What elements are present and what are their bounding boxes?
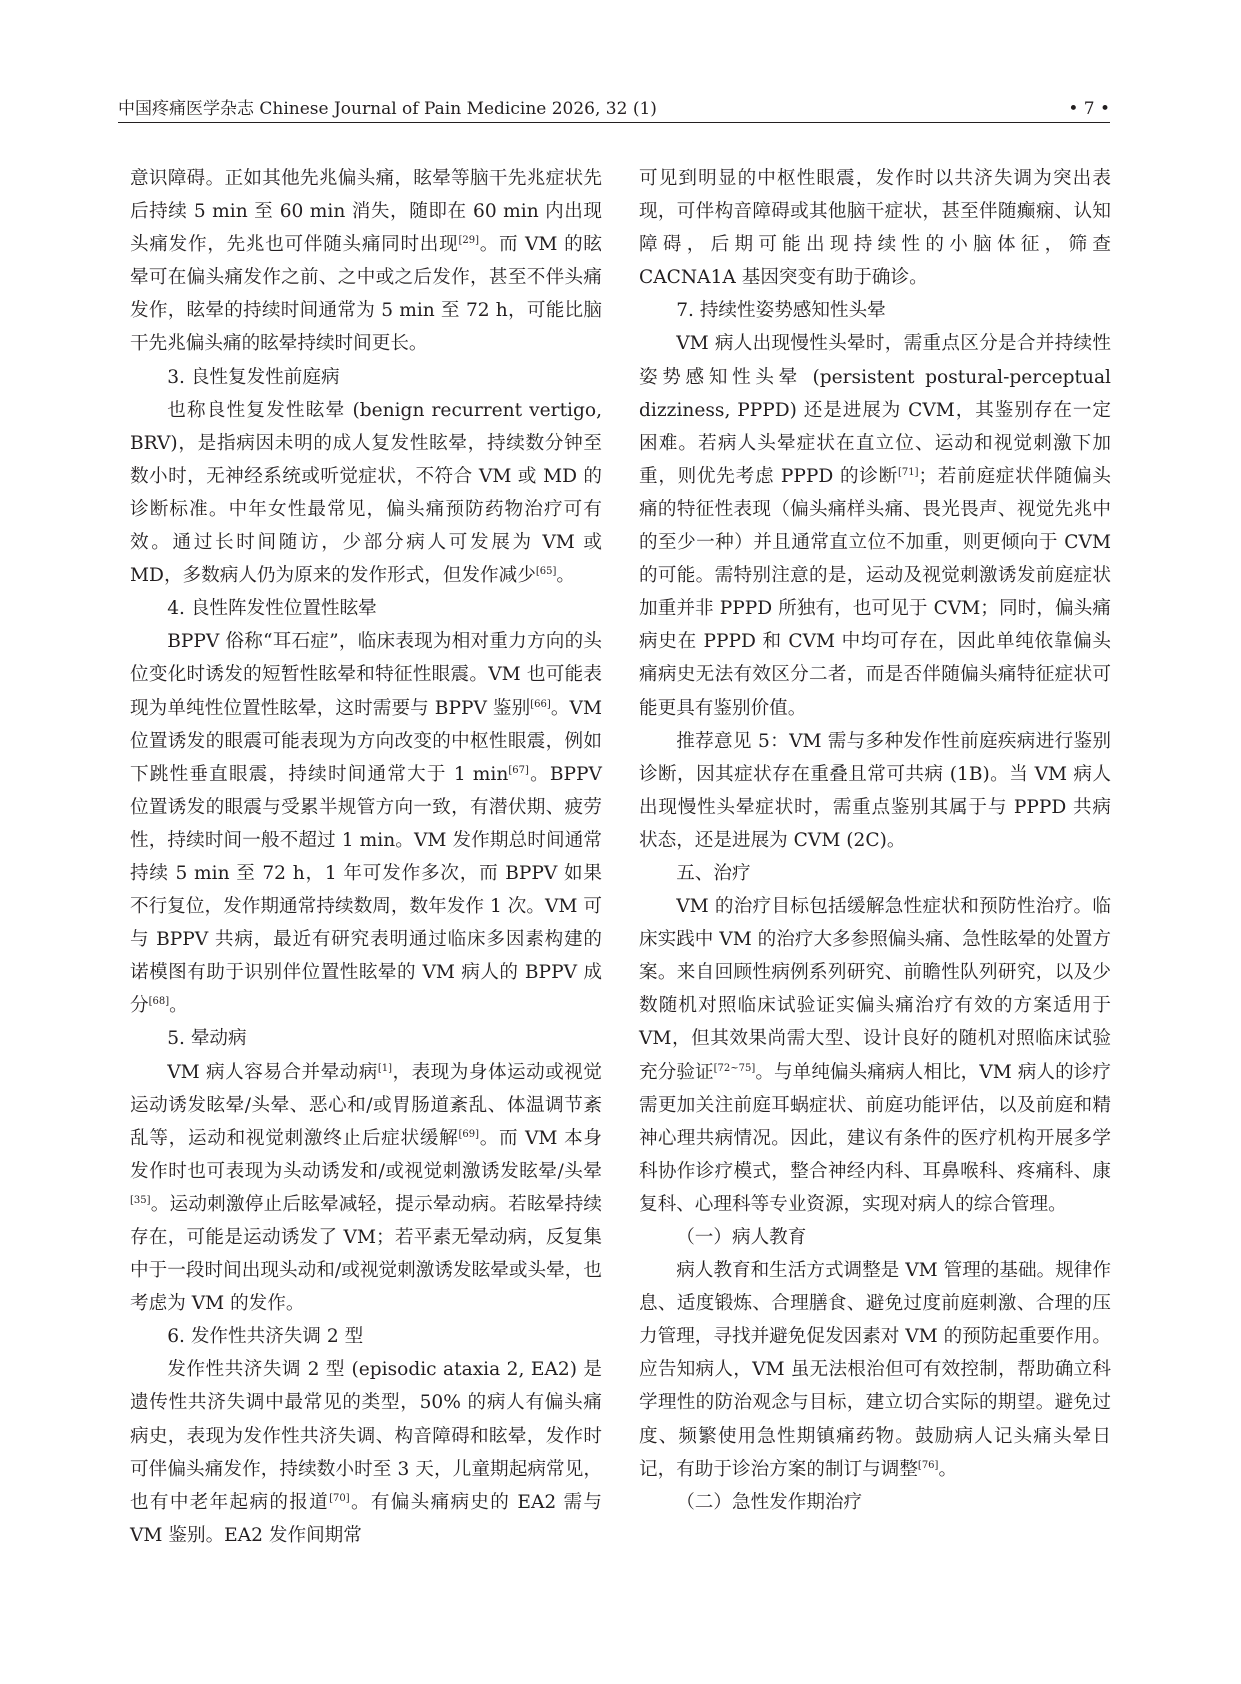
citation[interactable]: [66]	[530, 698, 551, 710]
section-heading-brv: 3. 良性复发性前庭病	[167, 366, 340, 388]
recommendation-paragraph: 推荐意见 5：VM 需与多种发作性前庭疾病进行鉴别诊断，因其症状存在重叠且常可共病 (1B)。当 VM 病人出现慢性头晕症状时，需重点鉴别其属于与 PPPD 共病状态，还是进展为 CVM (2C)。	[639, 730, 1111, 851]
paragraph: 发作性共济失调 2 型 (episodic ataxia 2, EA2) 是遗传性共济失调中最常见的类型，50% 的病人有偏头痛病史，表现为发作性共济失调、构音障碍和眩晕，发作时可伴偏头痛发作，持续数小时至 3 天，儿童期起病常见，也有中老年起病的报道[70]。有偏头痛病史的 EA2 需与 VM 鉴别。EA2 发作间期常	[130, 1359, 602, 1546]
citation[interactable]: [71]	[897, 466, 919, 478]
citation[interactable]: [1]	[377, 1062, 393, 1074]
running-header	[118, 98, 1110, 123]
section-heading-motion-sickness: 5. 晕动病	[167, 1028, 247, 1050]
citation[interactable]: [35]	[130, 1194, 151, 1206]
section-heading-acute-treatment: （二）急性发作期治疗	[676, 1491, 863, 1513]
paragraph: VM 的治疗目标包括缓解急性症状和预防性治疗。临床实践中 VM 的治疗大多参照偏头痛、急性眩晕的处置方案。来自回顾性病例系列研究、前瞻性队列研究，以及少数随机对照临床试验证实偏头痛治疗有效的方案适用于 VM，但其效果尚需大型、设计良好的随机对照临床试验充分验证[72~75]。与单纯偏头痛病人相比，VM 病人的诊疗需更加关注前庭耳蜗症状、前庭功能评估，以及前庭和精神心理共病情况。因此，建议有条件的医疗机构开展多学科协作诊疗模式，整合神经内科、耳鼻喉科、疼痛科、康复科、心理科等专业资源，实现对病人的综合管理。	[639, 896, 1111, 1215]
citation[interactable]: [72~75]	[713, 1062, 756, 1074]
right-column	[639, 162, 1111, 1519]
citation[interactable]: [76]	[917, 1459, 939, 1471]
page-number: • 7 •	[1068, 99, 1110, 119]
citation[interactable]: [65]	[535, 566, 557, 578]
left-column	[130, 162, 602, 1552]
section-heading-bppv: 4. 良性阵发性位置性眩晕	[167, 598, 377, 620]
citation[interactable]: [68]	[148, 996, 170, 1008]
section-heading-treatment: 五、治疗	[676, 862, 751, 884]
paragraph: BPPV 俗称“耳石症”，临床表现为相对重力方向的头位变化时诱发的短暂性眩晕和特征性眼震。VM 也可能表现为单纯性位置性眩晕，这时需要与 BPPV 鉴别[66]。VM 位置诱发的眼震可能表现为方向改变的中枢性眼震，例如下跳性垂直眼震，持续时间通常大于 1 min[67]。BPPV 位置诱发的眼震与受累半规管方向一致，有潜伏期、疲劳性，持续时间一般不超过 1 min。VM 发作期总时间通常持续 5 min 至 72 h，1 年可发作多次，而 BPPV 如果不行复位，发作期通常持续数周，数年发作 1 次。VM 可与 BPPV 共病，最近有研究表明通过临床多因素构建的诺模图有助于识别伴位置性眩晕的 VM 病人的 BPPV 成分[68]。	[130, 631, 603, 1017]
paragraph: 可见到明显的中枢性眼震，发作时以共济失调为突出表现，可伴构音障碍或其他脑干症状，甚至伴随癫痫、认知障碍，后期可能出现持续性的小脑体征，筛查 CACNA1A 基因突变有助于确诊。	[639, 168, 1111, 289]
section-heading-pppd: 7. 持续性姿势感知性头晕	[676, 300, 886, 322]
paragraph: 意识障碍。正如其他先兆偏头痛，眩晕等脑干先兆症状先后持续 5 min 至 60 min 消失，随即在 60 min 内出现头痛发作，先兆也可伴随头痛同时出现[29]。而 VM 的眩晕可在偏头痛发作之前、之中或之后发作，甚至不伴头痛发作，眩晕的持续时间通常为 5 min 至 72 h，可能比脑干先兆偏头痛的眩晕持续时间更长。	[130, 168, 602, 355]
citation[interactable]: [69]	[458, 1128, 479, 1140]
paragraph: VM 病人出现慢性头晕时，需重点区分是合并持续性姿势感知性头晕 (persistent postural-perceptual dizziness, PPPD) 还是进展为 CVM，其鉴别存在一定困难。若病人头晕症状在直立位、运动和视觉刺激下加重，则优先考虑 PPPD 的诊断[71]；若前庭症状伴随偏头痛的特征性表现（偏头痛样头痛、畏光畏声、视觉先兆中的至少一种）并且通常直立位不加重，则更倾向于 CVM 的可能。需特别注意的是，运动及视觉刺激诱发前庭症状加重并非 PPPD 所独有，也可见于 CVM；同时，偏头痛病史在 PPPD 和 CVM 中均可存在，因此单纯依靠偏头痛病史无法有效区分二者，而是否伴随偏头痛特征症状可能更具有鉴别价值。	[639, 333, 1111, 719]
section-heading-patient-education: （一）病人教育	[676, 1227, 807, 1248]
section-heading-ea2: 6. 发作性共济失调 2 型	[167, 1326, 364, 1348]
paragraph: 也称良性复发性眩晕 (benign recurrent vertigo, BRV)，是指病因未明的成人复发性眩晕，持续数分钟至数小时，无神经系统或听觉症状，不符合 VM 或 MD 的诊断标准。中年女性最常见，偏头痛预防药物治疗可有效。通过长时间随访，少部分病人可发展为 VM 或 MD，多数病人仍为原来的发作形式，但发作减少[65]。	[130, 399, 602, 587]
paragraph: VM 病人容易合并晕动病[1]，表现为身体运动或视觉运动诱发眩晕/头晕、恶心和/或胃肠道紊乱、体温调节紊乱等，运动和视觉刺激终止后症状缓解[69]。而 VM 本身发作时也可表现为头动诱发和/或视觉刺激诱发眩晕/头晕[35]。运动刺激停止后眩晕减轻，提示晕动病。若眩晕持续存在，可能是运动诱发了 VM；若平素无晕动病，反复集中于一段时间出现头动和/或视觉刺激诱发眩晕或头晕，也考虑为 VM 的发作。	[130, 1061, 602, 1315]
citation[interactable]: [67]	[508, 764, 529, 776]
journal-running-head: 中国疼痛医学杂志 Chinese Journal of Pain Medicine 2026, 32 (1)	[118, 99, 657, 119]
paragraph: 病人教育和生活方式调整是 VM 管理的基础。规律作息、适度锻炼、合理膳食、避免过度前庭刺激、合理的压力管理，寻找并避免促发因素对 VM 的预防起重要作用。应告知病人，VM 虽无法根治但可有效控制，帮助确立科学理性的防治观念与目标，建立切合实际的期望。避免过度、频繁使用急性期镇痛药物。鼓励病人记头痛头晕日记，有助于诊治方案的制订与调整[76]。	[639, 1260, 1111, 1480]
citation[interactable]: [29]	[458, 235, 479, 247]
citation[interactable]: [70]	[329, 1492, 350, 1504]
